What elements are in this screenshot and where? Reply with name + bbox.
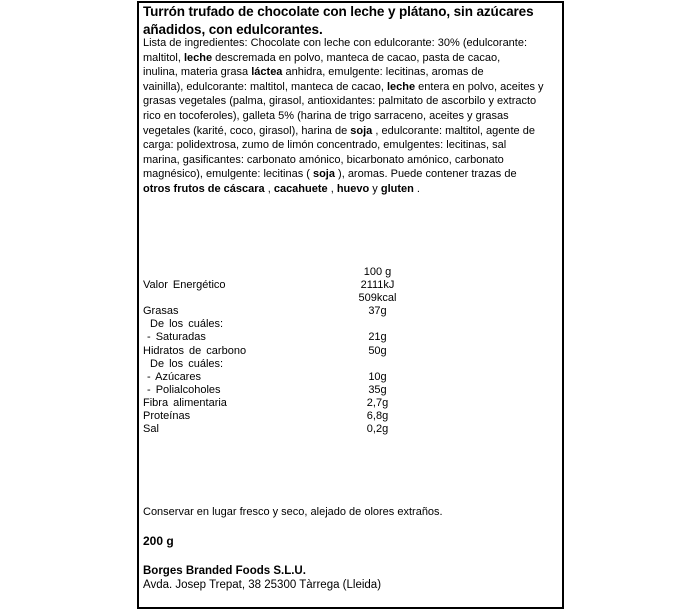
manufacturer-address: Avda. Josep Trepat, 38 25300 Tàrrega (Lleida) (143, 579, 382, 591)
ingredients-line: carga: polidextrosa, zumo de limón concentrado, emulgentes: lecitinas, sal (143, 139, 507, 152)
nutrition-row-value: 2,7g (366, 396, 389, 409)
product-title-line: añadidos, con edulcorantes. (143, 21, 323, 37)
nutrition-row-value: 10g (368, 370, 387, 383)
nutrition-column-header: 100 g (363, 266, 392, 278)
nutrition-row (143, 384, 443, 397)
nutrition-row-label: Hidratos de carbono (143, 344, 247, 357)
nutrition-table (143, 266, 443, 436)
nutrition-row-label: Valor Energético (143, 279, 226, 292)
product-title-line: Turrón trufado de chocolate con leche y plátano, sin azúcares (143, 4, 534, 19)
nutrition-row (143, 305, 443, 318)
nutrition-row (143, 397, 443, 410)
product-title (143, 3, 562, 38)
ingredients-line: rico en tocoferoles), galleta 5% (harina de trigo sarraceno, aceites y grasas (143, 109, 509, 122)
nutrition-row (143, 292, 443, 305)
nutrition-row (143, 345, 443, 358)
ingredients-line: inulina, materia grasa láctea anhidra, emulgente: lecitinas, aromas de (143, 66, 484, 79)
nutrition-row (143, 279, 443, 292)
product-label-sheet (137, 1, 564, 609)
ingredients-line: grasas vegetales (palma, girasol, antioxidantes: palmitato de ascorbilo y extracto (143, 95, 537, 108)
ingredients-line: Lista de ingredientes: Chocolate con leche con edulcorante: 30% (edulcorante: (143, 37, 528, 49)
nutrition-row-label: - Polialcoholes (147, 383, 221, 396)
nutrition-row-label: - Saturadas (147, 331, 206, 344)
net-weight: 200 g (143, 534, 174, 548)
nutrition-row-label: Grasas (143, 305, 179, 318)
nutrition-row-value: 21g (368, 331, 387, 344)
ingredients-line: otros frutos de cáscara , cacahuete , huevo y gluten . (143, 182, 420, 195)
nutrition-row-value: 35g (368, 383, 387, 396)
nutrition-row-value: 6,8g (366, 410, 389, 423)
nutrition-row (143, 371, 443, 384)
nutrition-row (143, 410, 443, 423)
ingredients-line: maltitol, leche descremada en polvo, manteca de cacao, pasta de cacao, (143, 51, 501, 64)
nutrition-row (143, 318, 443, 331)
nutrition-row-value: 37g (368, 305, 387, 318)
nutrition-row-value: 2111kJ (360, 279, 395, 292)
nutrition-header-row (143, 266, 443, 279)
ingredients-line: magnésico), emulgente: lecitinas ( soja ), aromas. Puede contener trazas de (143, 168, 517, 181)
nutrition-row-value: 50g (368, 344, 387, 357)
nutrition-row (143, 331, 443, 344)
storage-instructions: Conservar en lugar fresco y seco, alejado de olores extraños. (143, 506, 443, 518)
nutrition-row (143, 358, 443, 371)
nutrition-row-label: Proteínas (143, 410, 191, 423)
nutrition-row-label: De los cuáles: (150, 318, 224, 331)
nutrition-row-label: - Azúcares (147, 370, 201, 383)
nutrition-row-value: 0,2g (366, 423, 389, 436)
manufacturer-name: Borges Branded Foods S.L.U. (143, 565, 306, 577)
ingredients-text (143, 36, 545, 197)
nutrition-row-label: Sal (143, 423, 159, 436)
nutrition-row-label: De los cuáles: (150, 357, 224, 370)
manufacturer-block (143, 564, 553, 592)
ingredients-line: marina, gasificantes: carbonato amónico, bicarbonato amónico, carbonato (143, 153, 504, 166)
nutrition-row (143, 423, 443, 436)
ingredients-line: vainilla), edulcorante: maltitol, manteca de cacao, leche entera en polvo, aceites y (143, 80, 544, 93)
ingredients-line: vegetales (karité, coco, girasol), harina de soja , edulcorante: maltitol, agente de (143, 124, 535, 137)
nutrition-row-label (143, 292, 148, 305)
nutrition-row-label: Fibra alimentaria (143, 396, 227, 409)
nutrition-row-value: 509kcal (358, 292, 397, 305)
nutrition-rows (143, 279, 443, 436)
